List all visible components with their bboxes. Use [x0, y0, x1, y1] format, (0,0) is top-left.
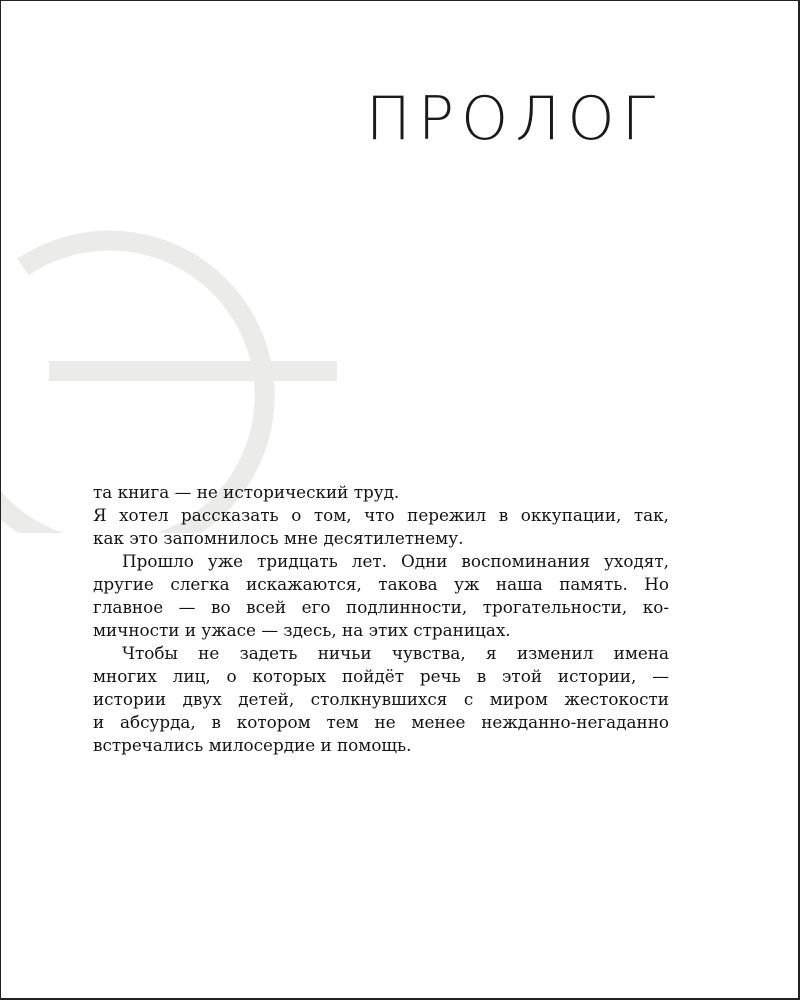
- text-line: Я хотел рассказать о том, что пережил в оккупации, так,: [93, 505, 669, 525]
- paragraph-4: [93, 642, 669, 757]
- text-line: встречались милосердие и помощь.: [93, 735, 412, 755]
- text-line: истории двух детей, столкнувшихся с миром жестокости: [93, 689, 669, 709]
- drop-cap-bar: [49, 361, 337, 381]
- text-line: Прошло уже тридцать лет. Одни воспоминания уходят,: [122, 551, 669, 571]
- text-line: мичности и ужасе — здесь, на этих страницах.: [93, 620, 511, 640]
- text-line: многих лиц, о которых пойдёт речь в этой истории, —: [93, 666, 669, 686]
- text-line: Чтобы не задеть ничьи чувства, я изменил имена: [122, 643, 669, 663]
- chapter-title: ПРОЛОГ: [365, 84, 662, 154]
- paragraph-3: [93, 550, 669, 642]
- text-line: и абсурда, в котором тем не менее нежданно-негаданно: [93, 712, 669, 732]
- text-line: другие слегка искажаются, такова уж наша память. Но: [93, 574, 669, 594]
- text-line: та книга — не исторический труд.: [93, 482, 400, 502]
- paragraph-2: [93, 504, 669, 550]
- paragraph-1: [93, 481, 669, 504]
- text-line: главное — во всей его подлинности, трогательности, ко-: [93, 597, 669, 617]
- text-line: как это запомнилось мне десятилетнему.: [93, 528, 464, 548]
- prologue-text: [93, 481, 669, 757]
